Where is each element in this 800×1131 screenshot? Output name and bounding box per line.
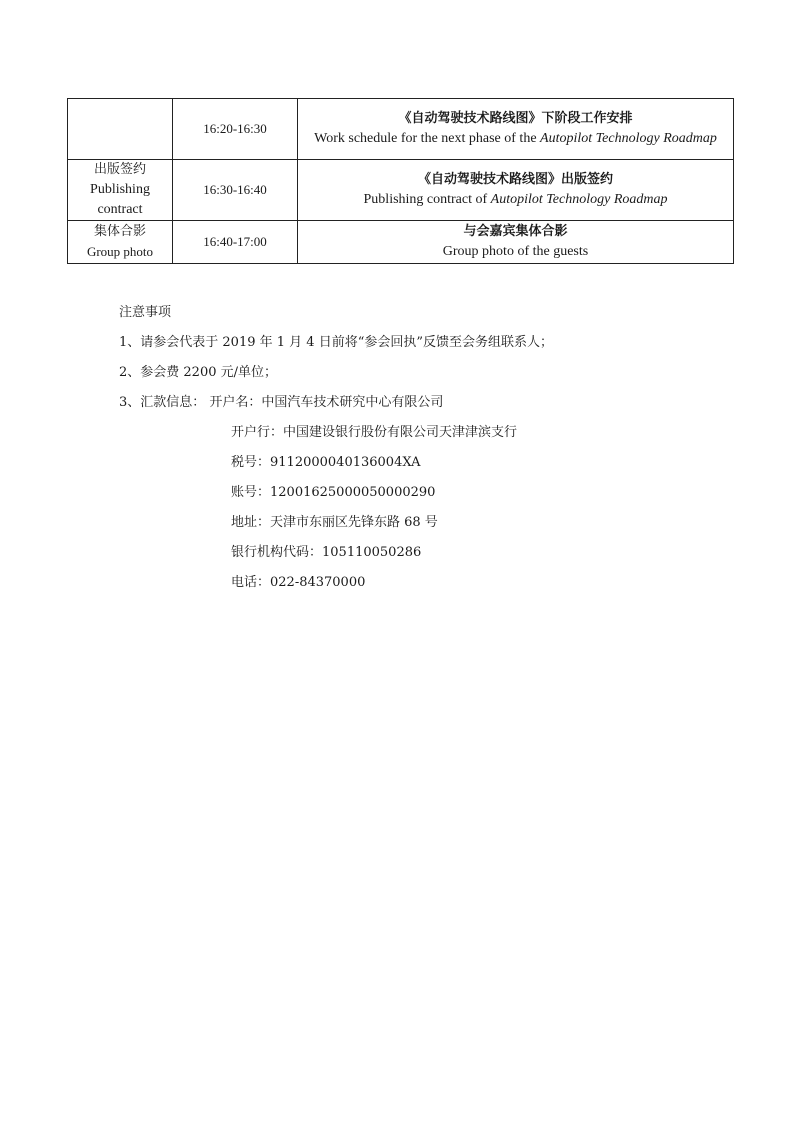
content-cell [298, 160, 734, 221]
remittance-account: 账号：12001625000050000290 [231, 485, 436, 500]
category-cell [68, 160, 173, 221]
content-cell [298, 99, 734, 160]
notes-section [119, 298, 553, 598]
description-en-text: Work schedule for the next phase of the [314, 131, 541, 146]
category-cell [68, 221, 173, 264]
schedule-table [67, 98, 734, 264]
time-cell: 16:20-16:30 [173, 99, 298, 160]
description-en-italic: Autopilot Technology Roadmap [540, 131, 717, 146]
note-item-deadline: 1、请参会代表于 2019 年 1 月 4 日前将“参会回执”反馈至会务组联系人； [119, 335, 553, 350]
category-cell [68, 99, 173, 160]
title-cn: 与会嘉宾集体合影 [463, 224, 568, 239]
remittance-bank-code: 银行机构代码：105110050286 [231, 545, 422, 560]
description-en-text: Group photo of the guests [442, 244, 589, 259]
note-item-fee: 2、参会费 2200 元/单位； [119, 365, 277, 380]
description-en-italic: Autopilot Technology Roadmap [490, 192, 668, 207]
table-row [68, 221, 734, 264]
remittance-bank: 开户行：中国建设银行股份有限公司天津津滨支行 [231, 425, 518, 440]
remittance-address: 地址：天津市东丽区先锋东路 68 号 [231, 515, 438, 530]
description-en [302, 190, 729, 210]
remittance-tax-id: 税号：9112000040136004XA [231, 455, 421, 470]
time-cell: 16:40-17:00 [173, 221, 298, 264]
table-row [68, 160, 734, 221]
description-en [302, 242, 729, 262]
remittance-phone: 电话：022-84370000 [231, 575, 366, 590]
category-en: Publishing contract [90, 182, 150, 217]
notes-heading: 注意事项 [119, 305, 172, 320]
category-en: Group photo [86, 244, 154, 259]
description-en-text: Publishing contract of [363, 192, 491, 207]
title-cn: 《自动驾驶技术路线图》下阶段工作安排 [398, 111, 633, 126]
time-cell: 16:30-16:40 [173, 160, 298, 221]
category-cn: 出版签约 [93, 162, 146, 177]
content-cell [298, 221, 734, 264]
description-en [302, 129, 729, 149]
title-cn: 《自动驾驶技术路线图》出版签约 [417, 172, 613, 187]
category-cn: 集体合影 [93, 224, 146, 239]
table-row [68, 99, 734, 160]
note-item-remittance: 3、汇款信息： 开户名：中国汽车技术研究中心有限公司 [119, 395, 444, 410]
